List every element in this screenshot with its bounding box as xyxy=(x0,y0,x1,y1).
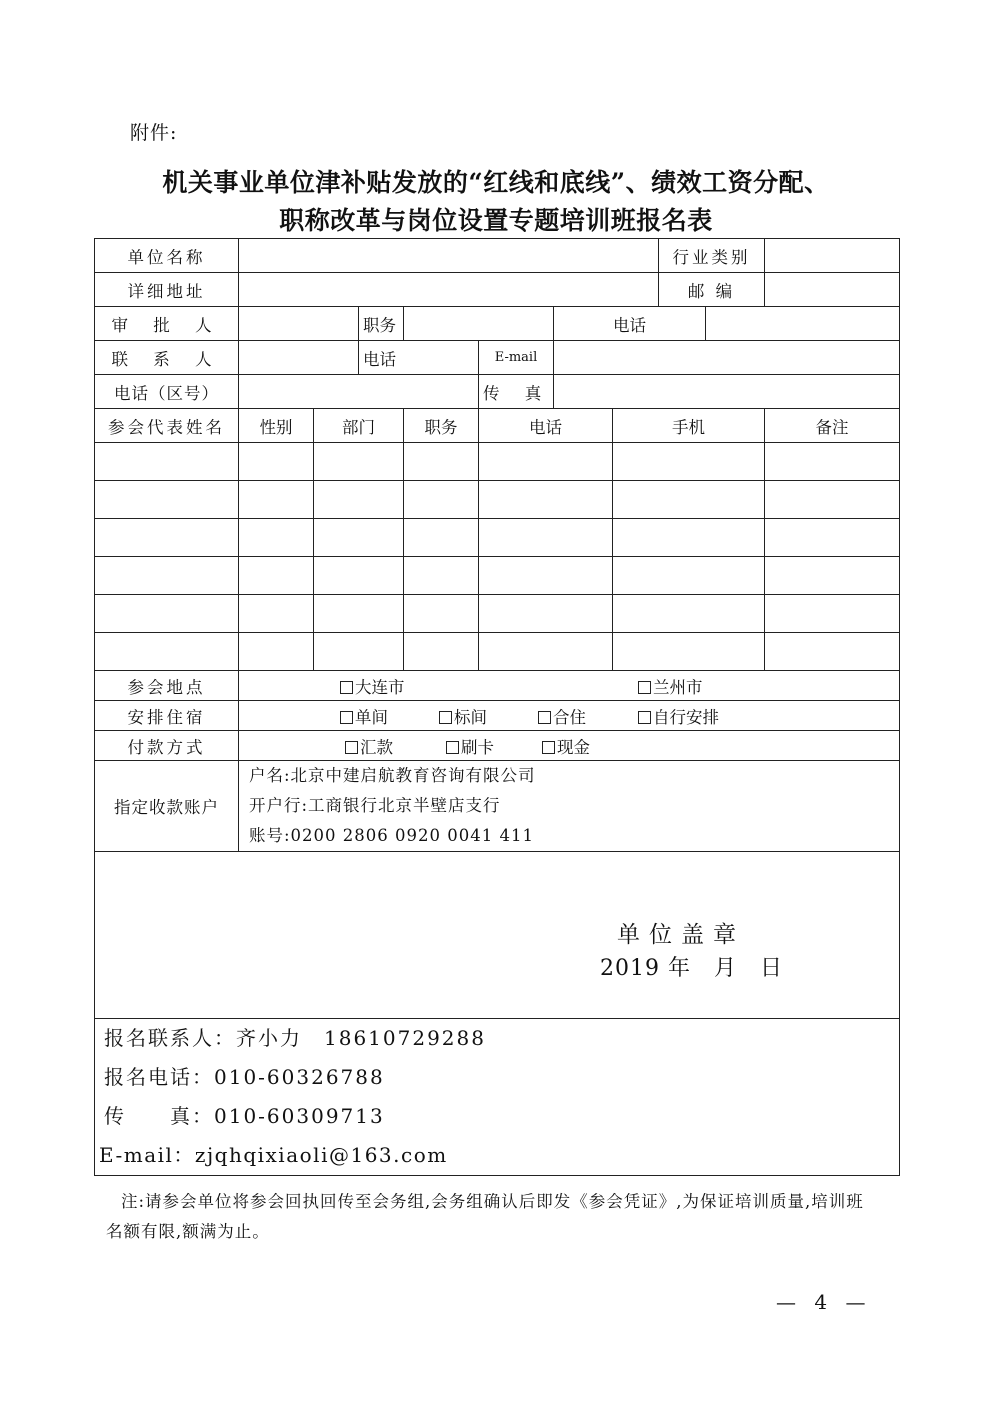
attendee-remark-header: 备注 xyxy=(765,409,900,443)
attendee-cell[interactable] xyxy=(404,557,479,595)
lodging-label: 安排住宿 xyxy=(95,701,239,731)
checkbox-icon[interactable] xyxy=(340,711,353,724)
unit-seal-label: 单位盖章 xyxy=(617,922,745,948)
checkbox-icon[interactable] xyxy=(446,741,459,754)
attendee-cell[interactable] xyxy=(479,595,613,633)
form-title-line-2: 职称改革与岗位设置专题培训班报名表 xyxy=(279,206,713,235)
attendee-cell[interactable] xyxy=(479,519,613,557)
attendee-cell[interactable] xyxy=(479,633,613,671)
attendee-name-header: 参会代表姓名 xyxy=(95,409,239,443)
phone-area-field[interactable] xyxy=(239,375,479,409)
venue-options xyxy=(239,671,900,701)
attendee-cell[interactable] xyxy=(613,595,765,633)
form-title-line-1: 机关事业单位津补贴发放的“红线和底线”、绩效工资分配、 xyxy=(162,168,830,197)
attendee-cell[interactable] xyxy=(765,595,900,633)
contact-fax: 传 真：010-60309713 xyxy=(104,1104,385,1128)
approver-label: 审 批 人 xyxy=(95,307,239,341)
attendee-phone-header: 电话 xyxy=(479,409,613,443)
lodging-option-shared[interactable]: 合住 xyxy=(538,704,638,728)
postcode-field[interactable] xyxy=(765,273,900,307)
account-holder: 户名:北京中建启航教育咨询有限公司 xyxy=(249,766,536,785)
attendee-cell[interactable] xyxy=(613,557,765,595)
contact-field[interactable] xyxy=(239,341,359,375)
attendee-cell[interactable] xyxy=(765,557,900,595)
attendee-mobile-header: 手机 xyxy=(613,409,765,443)
industry-label: 行业类别 xyxy=(659,239,765,273)
lodging-options xyxy=(239,701,900,731)
attendee-row xyxy=(95,519,900,557)
attendee-cell[interactable] xyxy=(95,443,239,481)
attendee-dept-header: 部门 xyxy=(314,409,404,443)
approver-position-field[interactable] xyxy=(404,307,554,341)
attachment-label: 附件: xyxy=(130,122,178,144)
attendee-cell[interactable] xyxy=(239,595,314,633)
account-label: 指定收款账户 xyxy=(95,761,239,852)
attendee-row xyxy=(95,443,900,481)
attendee-row xyxy=(95,557,900,595)
checkbox-icon[interactable] xyxy=(439,711,452,724)
attendee-cell[interactable] xyxy=(239,519,314,557)
checkbox-icon[interactable] xyxy=(538,711,551,724)
unit-name-label: 单位名称 xyxy=(95,239,239,273)
fax-label: 传 真 xyxy=(479,375,554,409)
attendee-cell[interactable] xyxy=(613,519,765,557)
seal-area[interactable] xyxy=(95,852,900,1019)
attendee-position-header: 职务 xyxy=(404,409,479,443)
attendee-cell[interactable] xyxy=(314,519,404,557)
payment-option-cash[interactable]: 现金 xyxy=(542,734,590,758)
attendee-cell[interactable] xyxy=(239,633,314,671)
attendee-cell[interactable] xyxy=(613,481,765,519)
attendee-cell[interactable] xyxy=(314,481,404,519)
attendee-cell[interactable] xyxy=(404,595,479,633)
approver-position-label: 职务 xyxy=(359,307,404,341)
attendee-cell[interactable] xyxy=(95,557,239,595)
payment-option-transfer[interactable]: 汇款 xyxy=(345,734,446,758)
attendee-cell[interactable] xyxy=(239,557,314,595)
checkbox-icon[interactable] xyxy=(638,711,651,724)
fax-field[interactable] xyxy=(554,375,900,409)
attendee-cell[interactable] xyxy=(95,595,239,633)
approver-phone-field[interactable] xyxy=(706,307,900,341)
venue-label: 参会地点 xyxy=(95,671,239,701)
attendee-cell[interactable] xyxy=(613,633,765,671)
payment-option-card[interactable]: 刷卡 xyxy=(446,734,542,758)
attendee-cell[interactable] xyxy=(479,557,613,595)
address-label: 详细地址 xyxy=(95,273,239,307)
attendee-cell[interactable] xyxy=(404,633,479,671)
email-field[interactable] xyxy=(554,341,900,375)
phone-area-label: 电话（区号） xyxy=(95,375,239,409)
checkbox-icon[interactable] xyxy=(340,681,353,694)
account-number: 账号:0200 2806 0920 0041 411 xyxy=(249,826,534,845)
attendee-row xyxy=(95,481,900,519)
attendee-cell[interactable] xyxy=(765,519,900,557)
attendee-cell[interactable] xyxy=(95,519,239,557)
lodging-option-single[interactable]: 单间 xyxy=(340,704,439,728)
venue-option-dalian[interactable]: 大连市 xyxy=(340,674,638,698)
lodging-option-standard[interactable]: 标间 xyxy=(439,704,538,728)
attendee-gender-header: 性别 xyxy=(239,409,314,443)
attendee-cell[interactable] xyxy=(239,443,314,481)
attendee-cell[interactable] xyxy=(404,443,479,481)
postcode-label: 邮 编 xyxy=(659,273,765,307)
unit-name-field[interactable] xyxy=(239,239,659,273)
attendee-cell[interactable] xyxy=(314,443,404,481)
email-label: E-mail xyxy=(479,341,554,375)
checkbox-icon[interactable] xyxy=(638,681,651,694)
approver-phone-label: 电话 xyxy=(554,307,706,341)
footnote: 注:请参会单位将参会回执回传至会务组,会务组确认后即发《参会凭证》,为保证培训质量,培训班名额有限,额满为止。 xyxy=(106,1192,864,1241)
contact-info-block xyxy=(95,1019,900,1176)
attendee-cell[interactable] xyxy=(404,481,479,519)
contact-phone: 报名电话：010-60326788 xyxy=(104,1065,385,1089)
attendee-cell[interactable] xyxy=(404,519,479,557)
payment-label: 付款方式 xyxy=(95,731,239,761)
lodging-option-self[interactable]: 自行安排 xyxy=(638,704,719,728)
attendee-cell[interactable] xyxy=(765,443,900,481)
attendee-cell[interactable] xyxy=(314,633,404,671)
attendee-cell[interactable] xyxy=(314,595,404,633)
attendee-cell[interactable] xyxy=(479,443,613,481)
attendee-cell[interactable] xyxy=(239,481,314,519)
contact-label: 联 系 人 xyxy=(95,341,239,375)
seal-date: 2019 年 月 日 xyxy=(600,956,783,981)
industry-field[interactable] xyxy=(765,239,900,273)
account-info xyxy=(239,761,900,852)
attendee-row xyxy=(95,595,900,633)
registration-form xyxy=(94,238,900,1176)
contact-phone-label: 电话 xyxy=(359,341,479,375)
attendee-cell[interactable] xyxy=(613,443,765,481)
approver-field[interactable] xyxy=(239,307,359,341)
attendee-cell[interactable] xyxy=(765,633,900,671)
attendee-cell[interactable] xyxy=(479,481,613,519)
attendee-cell[interactable] xyxy=(95,633,239,671)
attendee-cell[interactable] xyxy=(95,481,239,519)
attendee-cell[interactable] xyxy=(765,481,900,519)
attendee-cell[interactable] xyxy=(314,557,404,595)
contact-email: E-mail：zjqhqixiaoli@163.com xyxy=(99,1143,448,1167)
attendee-row xyxy=(95,633,900,671)
account-bank: 开户行:工商银行北京半壁店支行 xyxy=(249,796,501,815)
venue-option-lanzhou[interactable]: 兰州市 xyxy=(638,674,703,698)
contact-person: 报名联系人：齐小力 18610729288 xyxy=(104,1026,486,1050)
checkbox-icon[interactable] xyxy=(345,741,358,754)
address-field[interactable] xyxy=(239,273,659,307)
checkbox-icon[interactable] xyxy=(542,741,555,754)
payment-options xyxy=(239,731,900,761)
page-number: — 4 — xyxy=(776,1290,872,1314)
